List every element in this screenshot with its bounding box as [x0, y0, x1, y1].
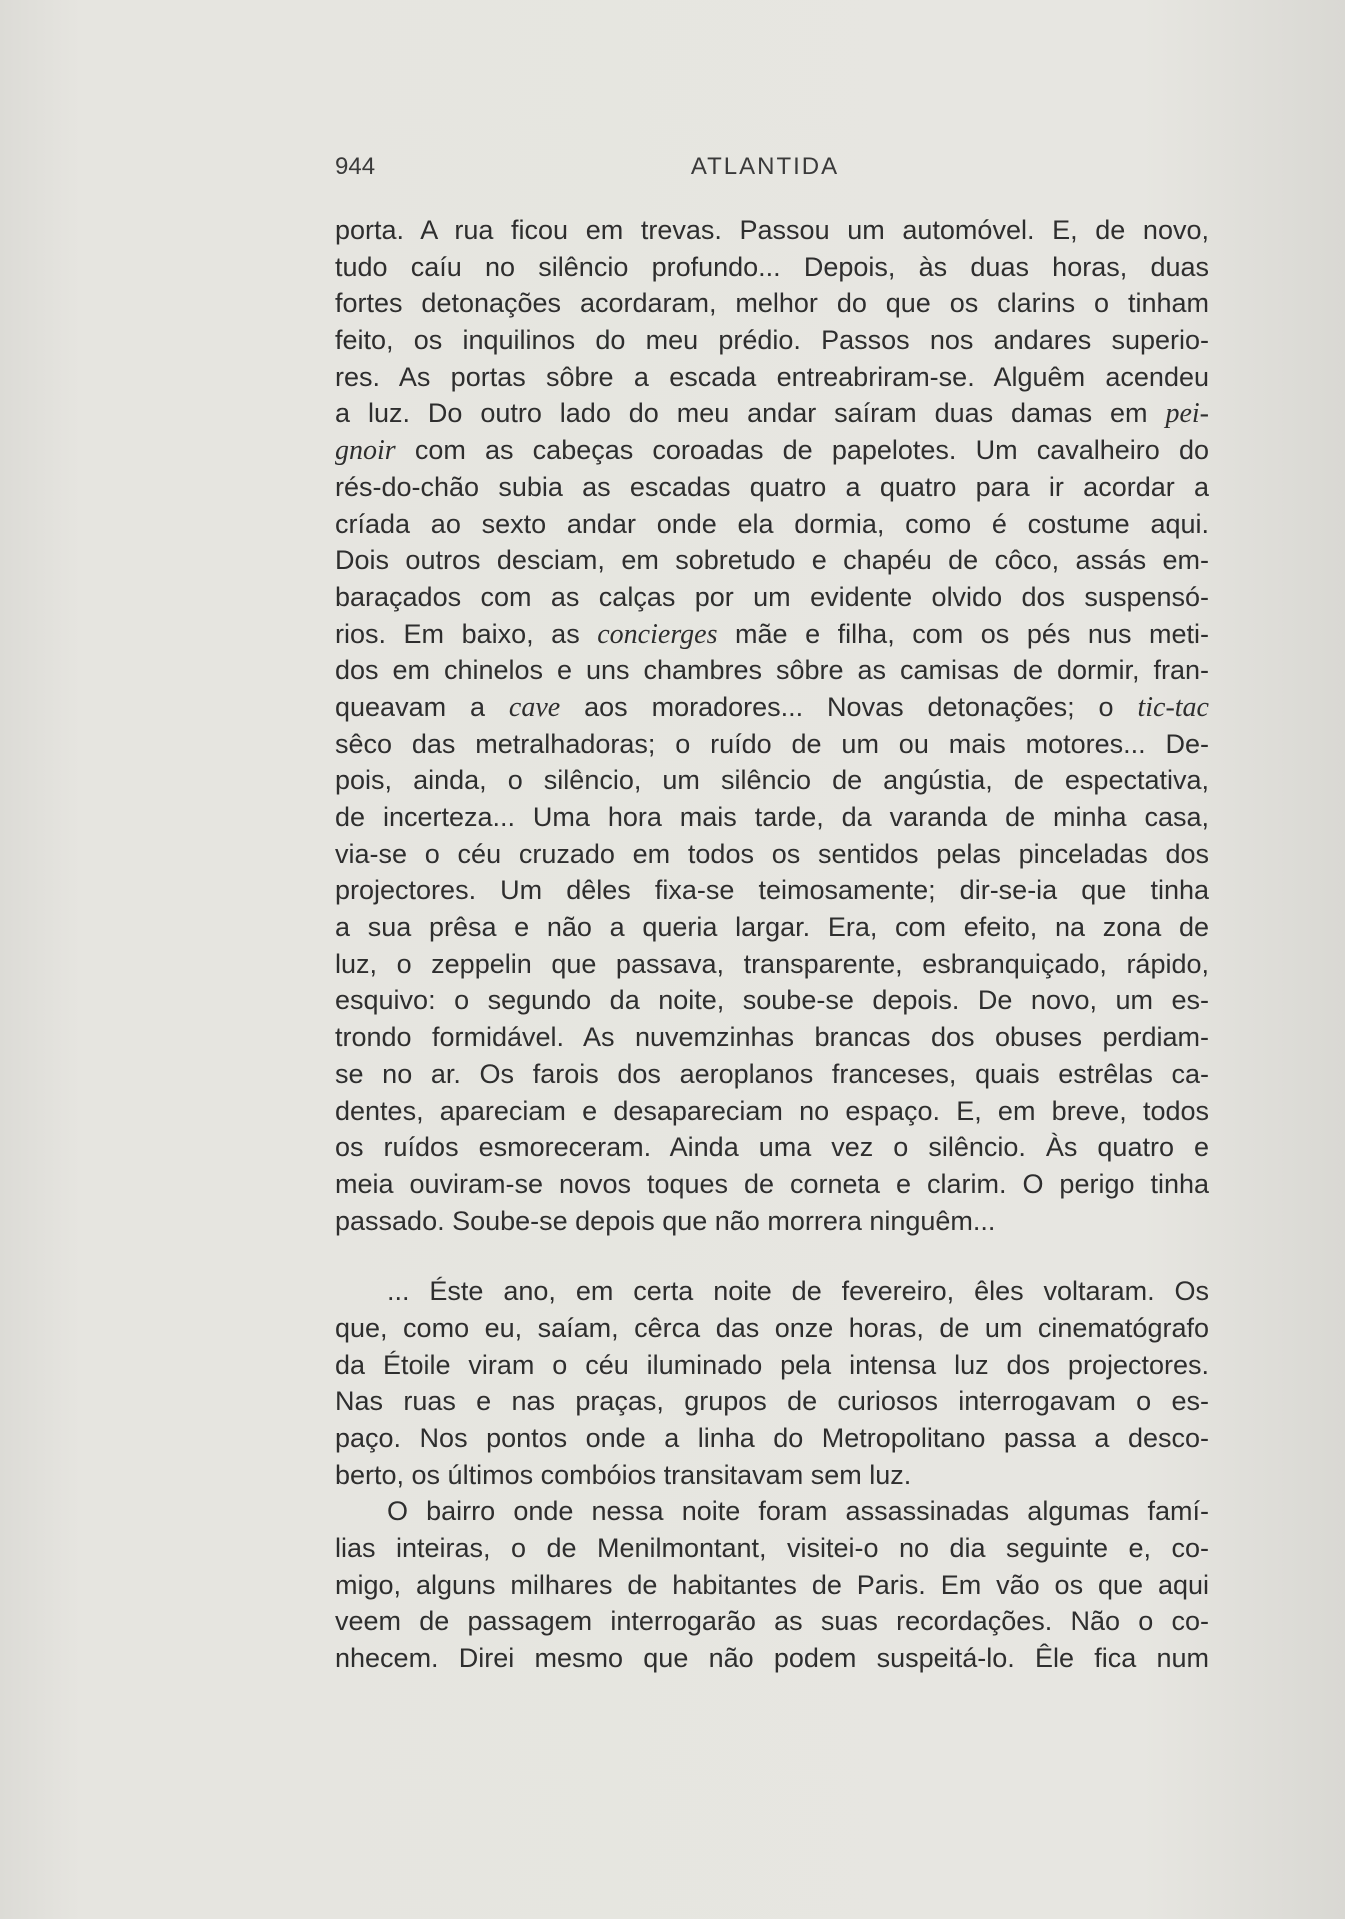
- italic-word: cave: [508, 691, 561, 723]
- text-line: lias inteiras, o de Menilmontant, visitei-o no dia seguinte e, co-: [335, 1533, 1209, 1564]
- text-line: [335, 689, 1209, 726]
- page-number: 944: [335, 153, 376, 180]
- text-line: ... Éste ano, em certa noite de fevereiro, êles voltaram. Os: [387, 1276, 1209, 1307]
- italic-word: gnoir: [335, 435, 396, 467]
- text-line: migo, alguns milhares de habitantes de Paris. Em vão os que aqui: [335, 1569, 1209, 1600]
- italic-word: pei-: [1165, 398, 1209, 430]
- italic-word: concierges: [597, 618, 718, 650]
- text-fragment: aos moradores... Novas detonações; o: [584, 691, 1114, 722]
- text-line: dentes, apareciam e desapareciam no espaço. E, em breve, todos: [335, 1095, 1209, 1126]
- section-break: [335, 1239, 1209, 1273]
- text-line: fortes detonações acordaram, melhor do que os clarins o tinham: [335, 288, 1209, 319]
- text-fragment: rios. Em baixo, as: [335, 618, 580, 649]
- text-line: [335, 395, 1209, 432]
- text-fragment: a luz. Do outro lado do meu andar saíram duas damas em: [335, 398, 1148, 429]
- text-line: a sua prêsa e não a queria largar. Era, com efeito, na zona de: [335, 912, 1209, 943]
- text-line: projectores. Um dêles fixa-se teimosamente; dir-se-ia que tinha: [335, 875, 1209, 906]
- text-line: Nas ruas e nas praças, grupos de curiosos interrogavam o es-: [335, 1386, 1209, 1417]
- text-line: nhecem. Direi mesmo que não podem suspeitá-lo. Êle fica num: [335, 1643, 1209, 1674]
- text-line: berto, os últimos combóios transitavam sem luz.: [335, 1459, 912, 1490]
- italic-word: tic-tac: [1137, 691, 1209, 723]
- paragraph: [335, 212, 1209, 1239]
- text-line: via-se o céu cruzado em todos os sentidos pelas pinceladas dos: [335, 838, 1209, 869]
- text-line: porta. A rua ficou em trevas. Passou um automóvel. E, de novo,: [335, 215, 1209, 245]
- paragraph: [335, 1493, 1209, 1676]
- text-line: meia ouviram-se novos toques de corneta e clarim. O perigo tinha: [335, 1168, 1209, 1199]
- text-line: veem de passagem interrogarão as suas recordações. Não o co-: [335, 1606, 1209, 1637]
- text-line: pois, ainda, o silêncio, um silêncio de angústia, de espectativa,: [335, 765, 1209, 796]
- text-line: feito, os inquilinos do meu prédio. Passos nos andares superio-: [335, 325, 1209, 356]
- text-line: passado. Soube-se depois que não morrera ninguêm...: [335, 1205, 996, 1236]
- text-line: luz, o zeppelin que passava, transparente, esbranquiçado, rápido,: [335, 948, 1209, 979]
- page-header: [335, 153, 1210, 193]
- text-fragment: com as cabeças coroadas de papelotes. Um cavalheiro do: [414, 435, 1209, 466]
- text-line: trondo formidável. As nuvemzinhas brancas dos obuses perdiam-: [335, 1022, 1209, 1053]
- text-line: O bairro onde nessa noite foram assassinadas algumas famí-: [387, 1496, 1209, 1527]
- text-line: esquivo: o segundo da noite, soube-se depois. De novo, um es-: [335, 985, 1209, 1016]
- text-line: [335, 432, 1209, 469]
- running-title: ATLANTIDA: [690, 153, 840, 180]
- body-text: [335, 212, 1209, 1677]
- text-line: paço. Nos pontos onde a linha do Metropolitano passa a desco-: [335, 1423, 1209, 1453]
- text-line: baraçados com as calças por um evidente olvido dos suspensó-: [335, 581, 1209, 612]
- text-line: críada ao sexto andar onde ela dormia, como é costume aqui.: [335, 508, 1209, 539]
- text-line: de incerteza... Uma hora mais tarde, da varanda de minha casa,: [335, 802, 1209, 832]
- text-line: rés-do-chão subia as escadas quatro a quatro para ir acordar a: [335, 471, 1209, 502]
- text-line: tudo caíu no silêncio profundo... Depois, às duas horas, duas: [335, 251, 1209, 282]
- text-line: que, como eu, saíam, cêrca das onze horas, de um cinematógrafo: [335, 1312, 1209, 1343]
- text-line: sêco das metralhadoras; o ruído de um ou mais motores... De-: [335, 728, 1209, 759]
- paragraph: [335, 1273, 1209, 1493]
- text-line: dos em chinelos e uns chambres sôbre as camisas de dormir, fran-: [335, 655, 1209, 686]
- text-line: os ruídos esmoreceram. Ainda uma vez o silêncio. Às quatro e: [335, 1132, 1209, 1163]
- text-line: res. As portas sôbre a escada entreabriram-se. Alguêm acendeu: [335, 361, 1209, 392]
- text-line: [335, 616, 1209, 653]
- text-line: se no ar. Os farois dos aeroplanos franceses, quais estrêlas ca-: [335, 1058, 1209, 1089]
- text-fragment: mãe e filha, com os pés nus meti-: [735, 618, 1209, 649]
- text-line: Dois outros desciam, em sobretudo e chapéu de côco, assás em-: [335, 545, 1209, 576]
- text-fragment: queavam a: [335, 691, 485, 722]
- text-line: da Étoile viram o céu iluminado pela intensa luz dos projectores.: [335, 1349, 1209, 1380]
